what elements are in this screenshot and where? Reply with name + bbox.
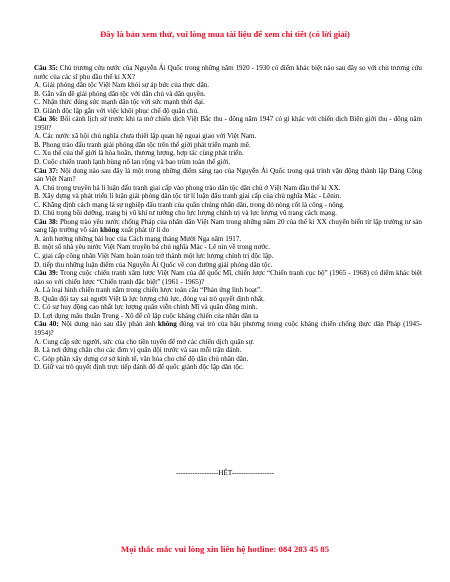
option-a: A. Cung cấp sức người, sức của cho tiền tuyến để mở các chiến dịch quân sự. bbox=[34, 337, 255, 346]
option-d: D. Giành độc lập gắn với việc khôi phục chế độ quân chủ. bbox=[34, 106, 199, 115]
question-number: Câu 40: bbox=[34, 320, 59, 329]
question-37 bbox=[34, 167, 422, 218]
option-a: A. Các nước xã hội chủ nghĩa chưa thiết lập quan hệ ngoại giao với Việt Nam. bbox=[34, 132, 257, 141]
option-c: C. Nhận thức đúng sức mạnh dân tộc với sức mạnh thời đại. bbox=[34, 98, 205, 107]
emphasis-word: không bbox=[100, 226, 120, 235]
option-b: B. Xây dựng và phát triển lí luận giải phóng dân tộc từ lí luận đấu tranh giai cấp của chủ nghĩa Mác - Lênin. bbox=[34, 192, 342, 201]
option-c: C. Khẳng định cách mạng là sự nghiệp đấu tranh của quần chúng nhân dân, trong đó nòng cốt là công - nông. bbox=[34, 200, 345, 209]
option-a: A. ảnh hưởng những bài học của Cách mạng tháng Mười Nga năm 1917. bbox=[34, 234, 242, 243]
option-b: B. một số nhà yêu nước Việt Nam truyền bá chủ nghĩa Mác - Lê nin về trong nước. bbox=[34, 243, 271, 252]
end-divider: ------------------HẾT------------------ bbox=[175, 469, 275, 477]
question-38 bbox=[34, 218, 422, 269]
question-stem: Câu 35: Chủ trương cứu nước của Nguyễn Ái Quốc trong những năm 1920 - 1930 có điểm khác biệt nào sau đây so với chủ trương cứu nước của các sĩ phu đầu thế kỉ XX? bbox=[34, 64, 422, 81]
option-b: B. Gắn vấn đề giải phóng dân tộc với dân chủ và dân quyền. bbox=[34, 89, 206, 98]
option-d: D. tiếp thu những luận điểm của Nguyễn Ái Quốc về con đường giải phóng dân tộc. bbox=[34, 260, 273, 269]
question-number: Câu 35: bbox=[34, 64, 58, 72]
question-stem: Câu 37: Nội dung nào sau đây là một trong những điểm sáng tạo của Nguyễn Ái Quốc trong quá trình vận động thành lập Đảng Cộng sản Việt Nam? bbox=[34, 166, 422, 184]
option-c: C. Có sự huy động cao nhất lực lượng quân viễn chinh Mĩ và quân đồng minh. bbox=[34, 303, 258, 312]
question-number: Câu 37: bbox=[34, 166, 59, 175]
question-40 bbox=[34, 320, 422, 371]
option-a: A. Chú trọng truyền bá lí luận đấu tranh giai cấp vào phong trào dân tộc dân chủ ở Việt Nam đầu thế kỉ XX. bbox=[34, 183, 341, 192]
question-number: Câu 38: bbox=[34, 217, 59, 226]
option-c: C. Góp phần xây dựng cơ sở kinh tế, văn hóa cho chế độ dân chủ nhân dân. bbox=[34, 354, 249, 363]
question-39 bbox=[34, 269, 422, 320]
question-stem: Câu 38: Phong trào yêu nước chống Pháp của nhân dân Việt Nam trong những năm 20 của thế kỉ XX chuyển biến từ lập trường tư sản sang lập trường vô sản không xuất phát từ lí do bbox=[34, 217, 422, 235]
question-number: Câu 36: bbox=[34, 115, 59, 124]
question-stem: Câu 39: Trong cuộc chiến tranh xâm lược Việt Nam của đế quốc Mĩ, chiến lược “Chiến tranh cục bộ” (1965 - 1968) có điểm khác biệt nào so với chiến lược “Chiến tranh đặc biệt” (1961 - 1965)? bbox=[34, 269, 422, 286]
option-b: B. Là nơi đứng chân cho các đơn vị quân đội trước và sau mỗi trận đánh. bbox=[34, 346, 242, 355]
emphasis-word: không bbox=[157, 320, 177, 329]
question-number: Câu 39: bbox=[34, 269, 59, 278]
option-a: A. Giải phóng dân tộc Việt Nam khỏi sự áp bức của thực dân. bbox=[34, 81, 210, 90]
question-stem: Câu 40: Nội dung nào sau đây phản ánh không đúng vai trò của hậu phương trong cuộc kháng chiến chống thực dân Pháp (1945-1954)? bbox=[34, 320, 422, 337]
option-d: D. Lợi dụng mâu thuẫn Trung - Xô để cô lập cuộc kháng chiến của nhân dân ta bbox=[34, 311, 259, 320]
question-list bbox=[34, 64, 422, 372]
question-stem: Câu 36: Bối cảnh lịch sử trước khi ta mở chiến dịch Việt Bắc thu - đông năm 1947 có gì khác với chiến dịch Biên giới thu - đông năm 1950? bbox=[34, 115, 422, 132]
option-b: B. Phong trào đấu tranh giải phóng dân tộc trên thế giới phát triển mạnh mẽ. bbox=[34, 140, 251, 149]
option-a: A. Là loại hình chiến tranh nằm trong chiến lược toàn cầu “Phản ứng linh hoạt”. bbox=[34, 286, 262, 295]
question-35 bbox=[34, 64, 422, 115]
question-36 bbox=[34, 115, 422, 166]
preview-notice: Đây là bản xem thử, vui lòng mua tài liệu để xem chi tiết (có lời giải) bbox=[100, 29, 350, 39]
option-d: D. Giữ vai trò quyết định trực tiếp đánh đổ đế quốc giành độc lập dân tộc. bbox=[34, 363, 244, 372]
hotline-footer: Mọi thắc mắc vui lòng xin liên hệ hotline: 084 283 45 85 bbox=[120, 544, 330, 554]
option-b: B. Quân đội tay sai người Việt là lực lượng chủ lực, đóng vai trò quyết định nhất. bbox=[34, 294, 265, 303]
option-c: C. giai cấp công nhân Việt Nam hoàn toàn trở thành một lực lượng chính trị độc lập. bbox=[34, 252, 274, 261]
option-c: C. Xu thế của thế giới là hòa hoãn, thương lượng, hợp tác cùng phát triển. bbox=[34, 149, 244, 158]
option-d: D. Chú trọng bồi dưỡng, trang bị vũ khí tư tưởng cho lực lượng chính trị và lực lượng vũ trang cách mạng. bbox=[34, 209, 337, 218]
option-d: D. Cuộc chiến tranh lạnh bùng nổ lan rộng và bao trùm toàn thế giới. bbox=[34, 158, 231, 167]
